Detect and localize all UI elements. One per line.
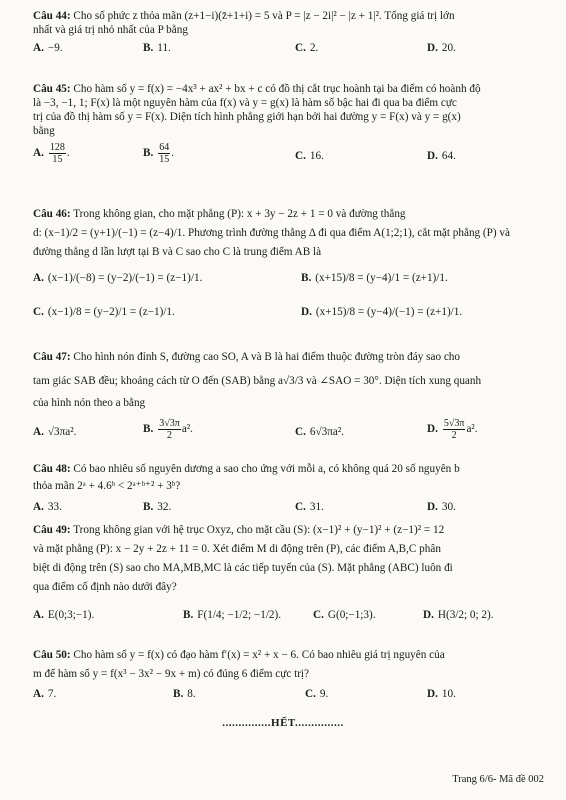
answer-option[interactable]: D. $\frac{5√3\pi}{2}$ a². (427, 418, 478, 441)
question-text: Trong không gian, cho mặt phẳng (P): x + 3y − 2z + 1 = 0 và đường thẳng (73, 208, 406, 220)
answer-option[interactable]: A. 33. (33, 501, 62, 513)
answer-option[interactable]: B. 8. (173, 688, 196, 700)
answer-option[interactable]: A. E(0;3;−1). (33, 609, 95, 621)
question-text: qua điểm cố định nào dưới đây? (33, 581, 177, 593)
question-text: Có bao nhiêu số nguyên dương a sao cho ứng với mỗi a, có không quá 20 số nguyên b (73, 463, 460, 475)
answer-option[interactable]: C. 6√3πa². (295, 426, 344, 438)
answer-row (33, 305, 538, 323)
answer-option[interactable]: D. H(3/2; 0; 2). (423, 609, 494, 621)
answer-option[interactable]: B. (x+15)/8 = (y−4)/1 = (z+1)/1. (301, 272, 448, 284)
answer-option[interactable]: B. $\frac{3√3\pi}{2}$ a². (143, 418, 193, 441)
answer-option[interactable]: D. 30. (427, 501, 456, 513)
answer-option[interactable]: C. 16. (295, 150, 324, 162)
answer-option[interactable]: D. 10. (427, 688, 456, 700)
answer-option[interactable]: A. 7. (33, 688, 57, 700)
question-label: Câu 45: (33, 83, 71, 95)
answer-option[interactable]: B. 11. (143, 42, 171, 54)
question-label: Câu 50: (33, 649, 71, 661)
page-footer: Trang 6/6- Mã đề 002 (452, 774, 544, 785)
question-label: Câu 48: (33, 463, 71, 475)
answer-option[interactable]: A. (x−1)/(−8) = (y−2)/(−1) = (z−1)/1. (33, 272, 203, 284)
answer-row (33, 500, 538, 518)
answer-row (33, 271, 538, 289)
answer-option[interactable]: A. $\frac{128}{15}$ . (33, 142, 70, 165)
question-text: thỏa mãn 2ᵃ + 4.6ᵇ < 2ᵃ⁺ᵇ⁺² + 3ᵇ? (33, 480, 181, 492)
question-text: là −3, −1, 1; F(x) là một nguyên hàm của f(x) và y = g(x) là hàm số bậc hai đi qua ba điểm cực (33, 97, 457, 109)
question-46 (33, 207, 538, 323)
question-text: d: (x−1)/2 = (y+1)/(−1) = (z−4)/1. Phương trình đường thẳng Δ đi qua điểm A(1;2;1), cắt mặt phẳng (P) và (33, 227, 510, 239)
question-text: Cho hàm số y = f(x) có đạo hàm f′(x) = x² + x − 6. Có bao nhiêu giá trị nguyên của (73, 649, 445, 661)
question-text: Cho hình nón đỉnh S, đường cao SO, A và B là hai điểm thuộc đường tròn đáy sao cho (73, 351, 460, 363)
question-label: Câu 46: (33, 208, 71, 220)
answer-option[interactable]: C. 31. (295, 501, 324, 513)
question-text: nhất và giá trị nhỏ nhất của P bằng (33, 24, 188, 36)
question-text: bằng (33, 125, 55, 137)
question-45 (33, 82, 538, 170)
answer-option[interactable]: C. 9. (305, 688, 329, 700)
question-47 (33, 350, 538, 446)
question-48 (33, 462, 538, 518)
question-text: Trong không gian với hệ trục Oxyz, cho mặt cầu (S): (x−1)² + (y−1)² + (z−1)² = 12 (73, 524, 445, 536)
question-label: Câu 49: (33, 524, 71, 536)
question-text: tam giác SAB đều; khoảng cách từ O đến (SAB) bằng a√3/3 và ∠SAO = 30°. Diện tích xung quanh (33, 375, 482, 387)
answer-row (33, 41, 538, 59)
answer-row (33, 608, 538, 626)
answer-option[interactable]: C. G(0;−1;3). (313, 609, 376, 621)
question-49 (33, 523, 538, 626)
question-50 (33, 648, 538, 705)
question-label: Câu 47: (33, 351, 71, 363)
answer-option[interactable]: B. F(1/4; −1/2; −1/2). (183, 609, 282, 621)
answer-option[interactable]: A. √3πa². (33, 426, 77, 438)
question-text: m để hàm số y = f(x³ − 3x² − 9x + m) có đúng 6 điểm cực trị? (33, 668, 310, 680)
question-44 (33, 9, 538, 59)
answer-option[interactable]: B. 32. (143, 501, 172, 513)
answer-row (33, 687, 538, 705)
question-text: Cho số phức z thỏa mãn (z+1−i)(z̄+1+i) = 5 và P = |z − 2i|² − |z + 1|². Tổng giá trị lớn (73, 10, 455, 22)
question-text: biệt di động trên (S) sao cho MA,MB,MC là các tiếp tuyến của (S). Mặt phẳng (ABC) luôn đi (33, 562, 453, 574)
answer-row (33, 418, 538, 446)
answer-row (33, 142, 538, 170)
answer-option[interactable]: D. 64. (427, 150, 456, 162)
answer-option[interactable]: B. $\frac{64}{15}$ . (143, 142, 175, 165)
question-text: của hình nón theo a bằng (33, 397, 146, 409)
answer-option[interactable]: C. 2. (295, 42, 319, 54)
question-text: đường thẳng d lần lượt tại B và C sao cho C là trung điểm AB là (33, 246, 322, 258)
question-label: Câu 44: (33, 10, 71, 22)
answer-option[interactable]: C. (x−1)/8 = (y−2)/1 = (z−1)/1. (33, 306, 175, 318)
end-marker: ...............HẾT............... (222, 717, 344, 729)
question-text: và mặt phẳng (P): x − 2y + 2z + 11 = 0. Xét điểm M di động trên (P), các điểm A,B,C phân (33, 543, 441, 555)
answer-option[interactable]: D. 20. (427, 42, 456, 54)
answer-option[interactable]: D. (x+15)/8 = (y−4)/(−1) = (z+1)/1. (301, 306, 463, 318)
answer-option[interactable]: A. −9. (33, 42, 63, 54)
question-text: Cho hàm số y = f(x) = −4x³ + ax² + bx + c có đồ thị cắt trục hoành tại ba điểm có hoành độ (73, 83, 481, 95)
question-text: trị của đồ thị hàm số y = F(x). Diện tích hình phẳng giới hạn bởi hai đường y = F(x) và y = g(x) (33, 111, 461, 123)
